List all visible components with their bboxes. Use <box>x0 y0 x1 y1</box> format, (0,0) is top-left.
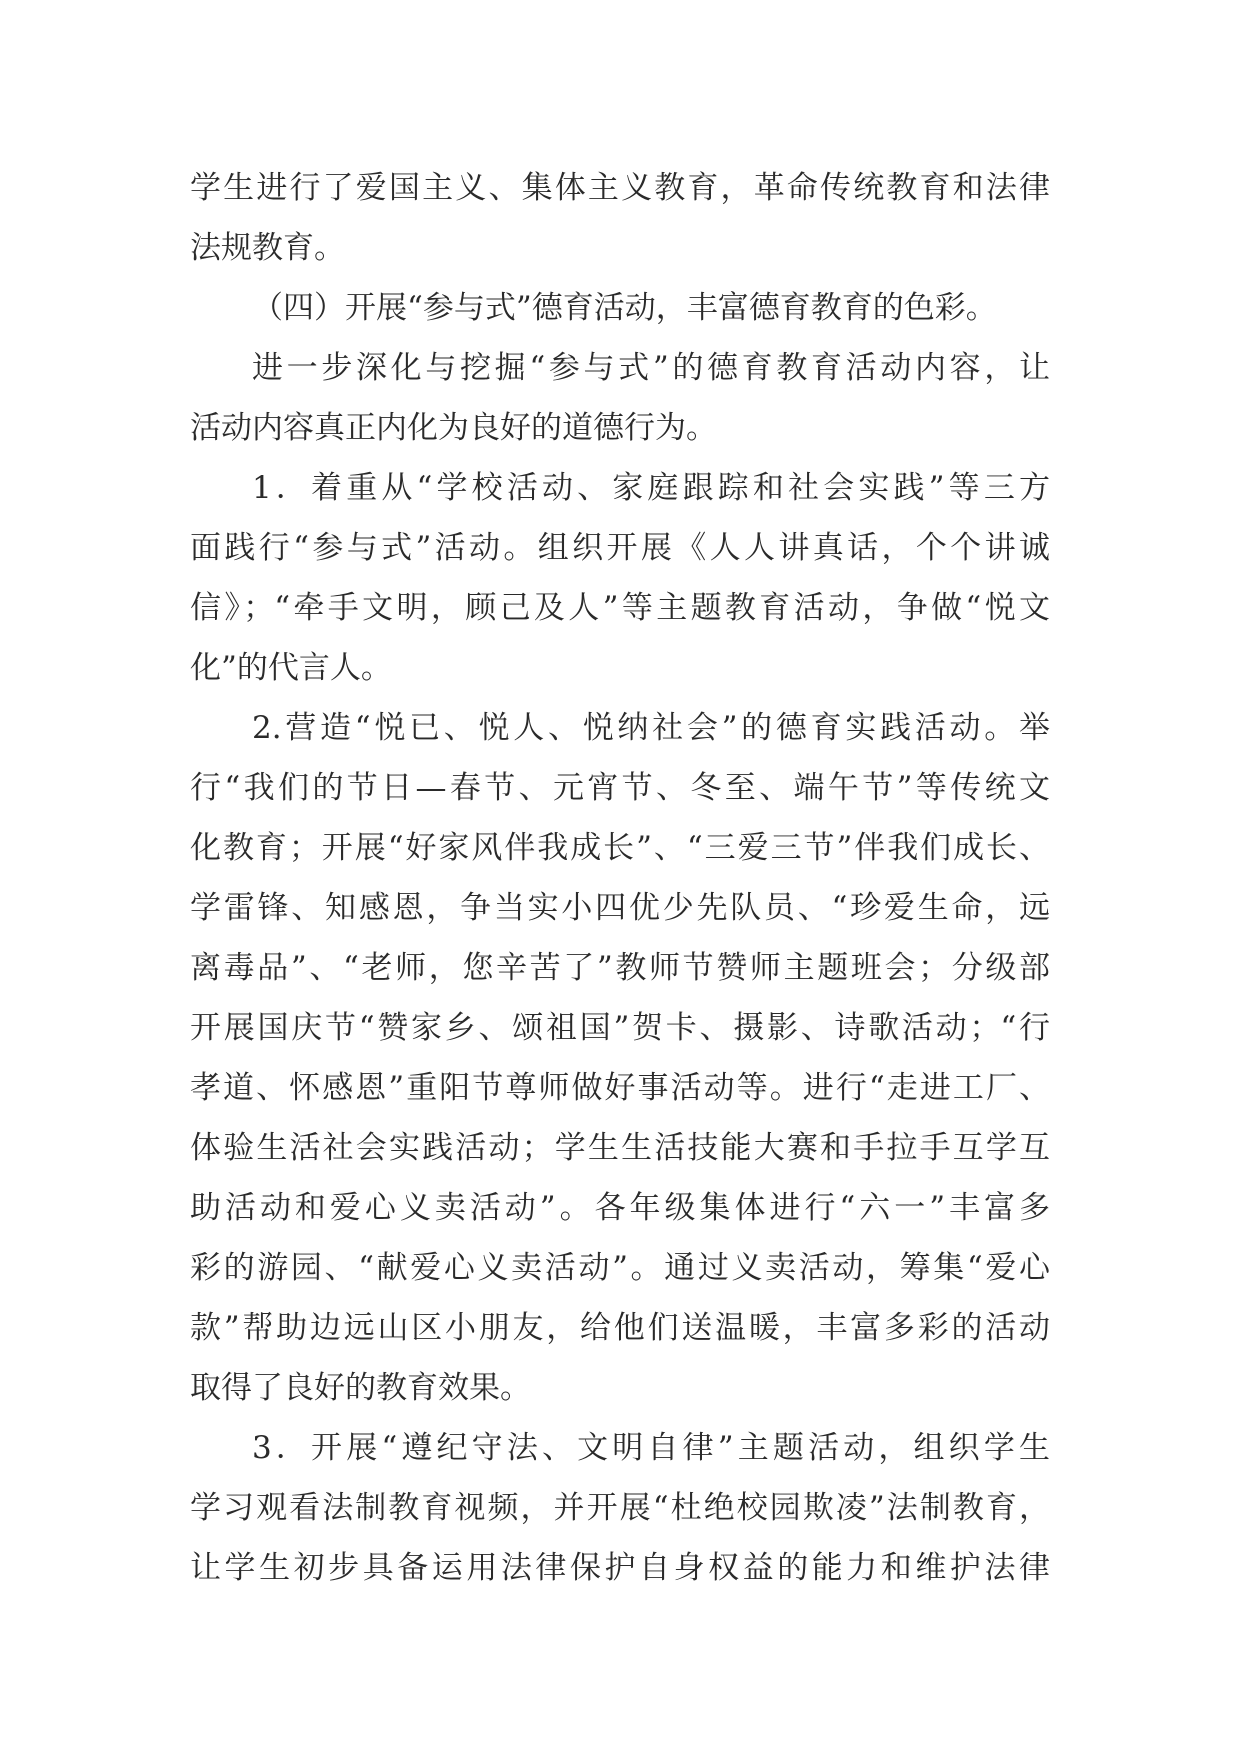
text-line: 化”的代言人。 <box>190 650 392 686</box>
text-line: 孝道、怀感恩”重阳节尊师做好事活动等。进行“走进工厂、 <box>190 1070 1050 1106</box>
text-line: 活动内容真正内化为良好的道德行为。 <box>190 410 717 446</box>
text-line: 学生进行了爱国主义、集体主义教育，革命传统教育和法律 <box>190 170 1050 206</box>
text-line: 面践行“参与式”活动。组织开展《人人讲真话，个个讲诚 <box>190 530 1050 566</box>
text-line: 学习观看法制教育视频，并开展“杜绝校园欺凌”法制教育， <box>190 1490 1050 1526</box>
text-line: 学雷锋、知感恩，争当实小四优少先队员、“珍爱生命，远 <box>190 890 1050 926</box>
text-line: 体验生活社会实践活动；学生生活技能大赛和手拉手互学互 <box>190 1130 1050 1166</box>
text-line: 法规教育。 <box>190 230 345 266</box>
text-line: 化教育；开展“好家风伴我成长”、“三爱三节”伴我们成长、 <box>190 830 1050 866</box>
document-body <box>190 158 1050 1598</box>
text-line: 离毒品”、“老师，您辛苦了”教师节赞师主题班会；分级部 <box>190 950 1050 986</box>
list-item-1: 1．着重从“学校活动、家庭跟踪和社会实践”等三方 <box>252 470 1050 506</box>
list-item-3: 3．开展“遵纪守法、文明自律”主题活动，组织学生 <box>252 1430 1050 1466</box>
list-item-2: 2.营造“悦已、悦人、悦纳社会”的德育实践活动。举 <box>252 710 1050 746</box>
text-line: 彩的游园、“献爱心义卖活动”。通过义卖活动，筹集“爱心 <box>190 1250 1050 1286</box>
text-line: 进一步深化与挖掘“参与式”的德育教育活动内容，让 <box>252 350 1050 386</box>
text-line: 开展国庆节“赞家乡、颂祖国”贺卡、摄影、诗歌活动；“行 <box>190 1010 1050 1046</box>
text-line: 信》；“牵手文明，顾己及人”等主题教育活动，争做“悦文 <box>190 590 1050 626</box>
section-heading: （四）开展“参与式”德育活动，丰富德育教育的色彩。 <box>252 290 997 326</box>
text-line: 取得了良好的教育效果。 <box>190 1370 531 1406</box>
text-line: 助活动和爱心义卖活动”。各年级集体进行“六一”丰富多 <box>190 1190 1050 1226</box>
text-line: 让学生初步具备运用法律保护自身权益的能力和维护法律 <box>190 1550 1050 1586</box>
text-line: 行“我们的节日—春节、元宵节、冬至、端午节”等传统文 <box>190 770 1050 806</box>
text-line: 款”帮助边远山区小朋友，给他们送温暖，丰富多彩的活动 <box>190 1310 1050 1346</box>
